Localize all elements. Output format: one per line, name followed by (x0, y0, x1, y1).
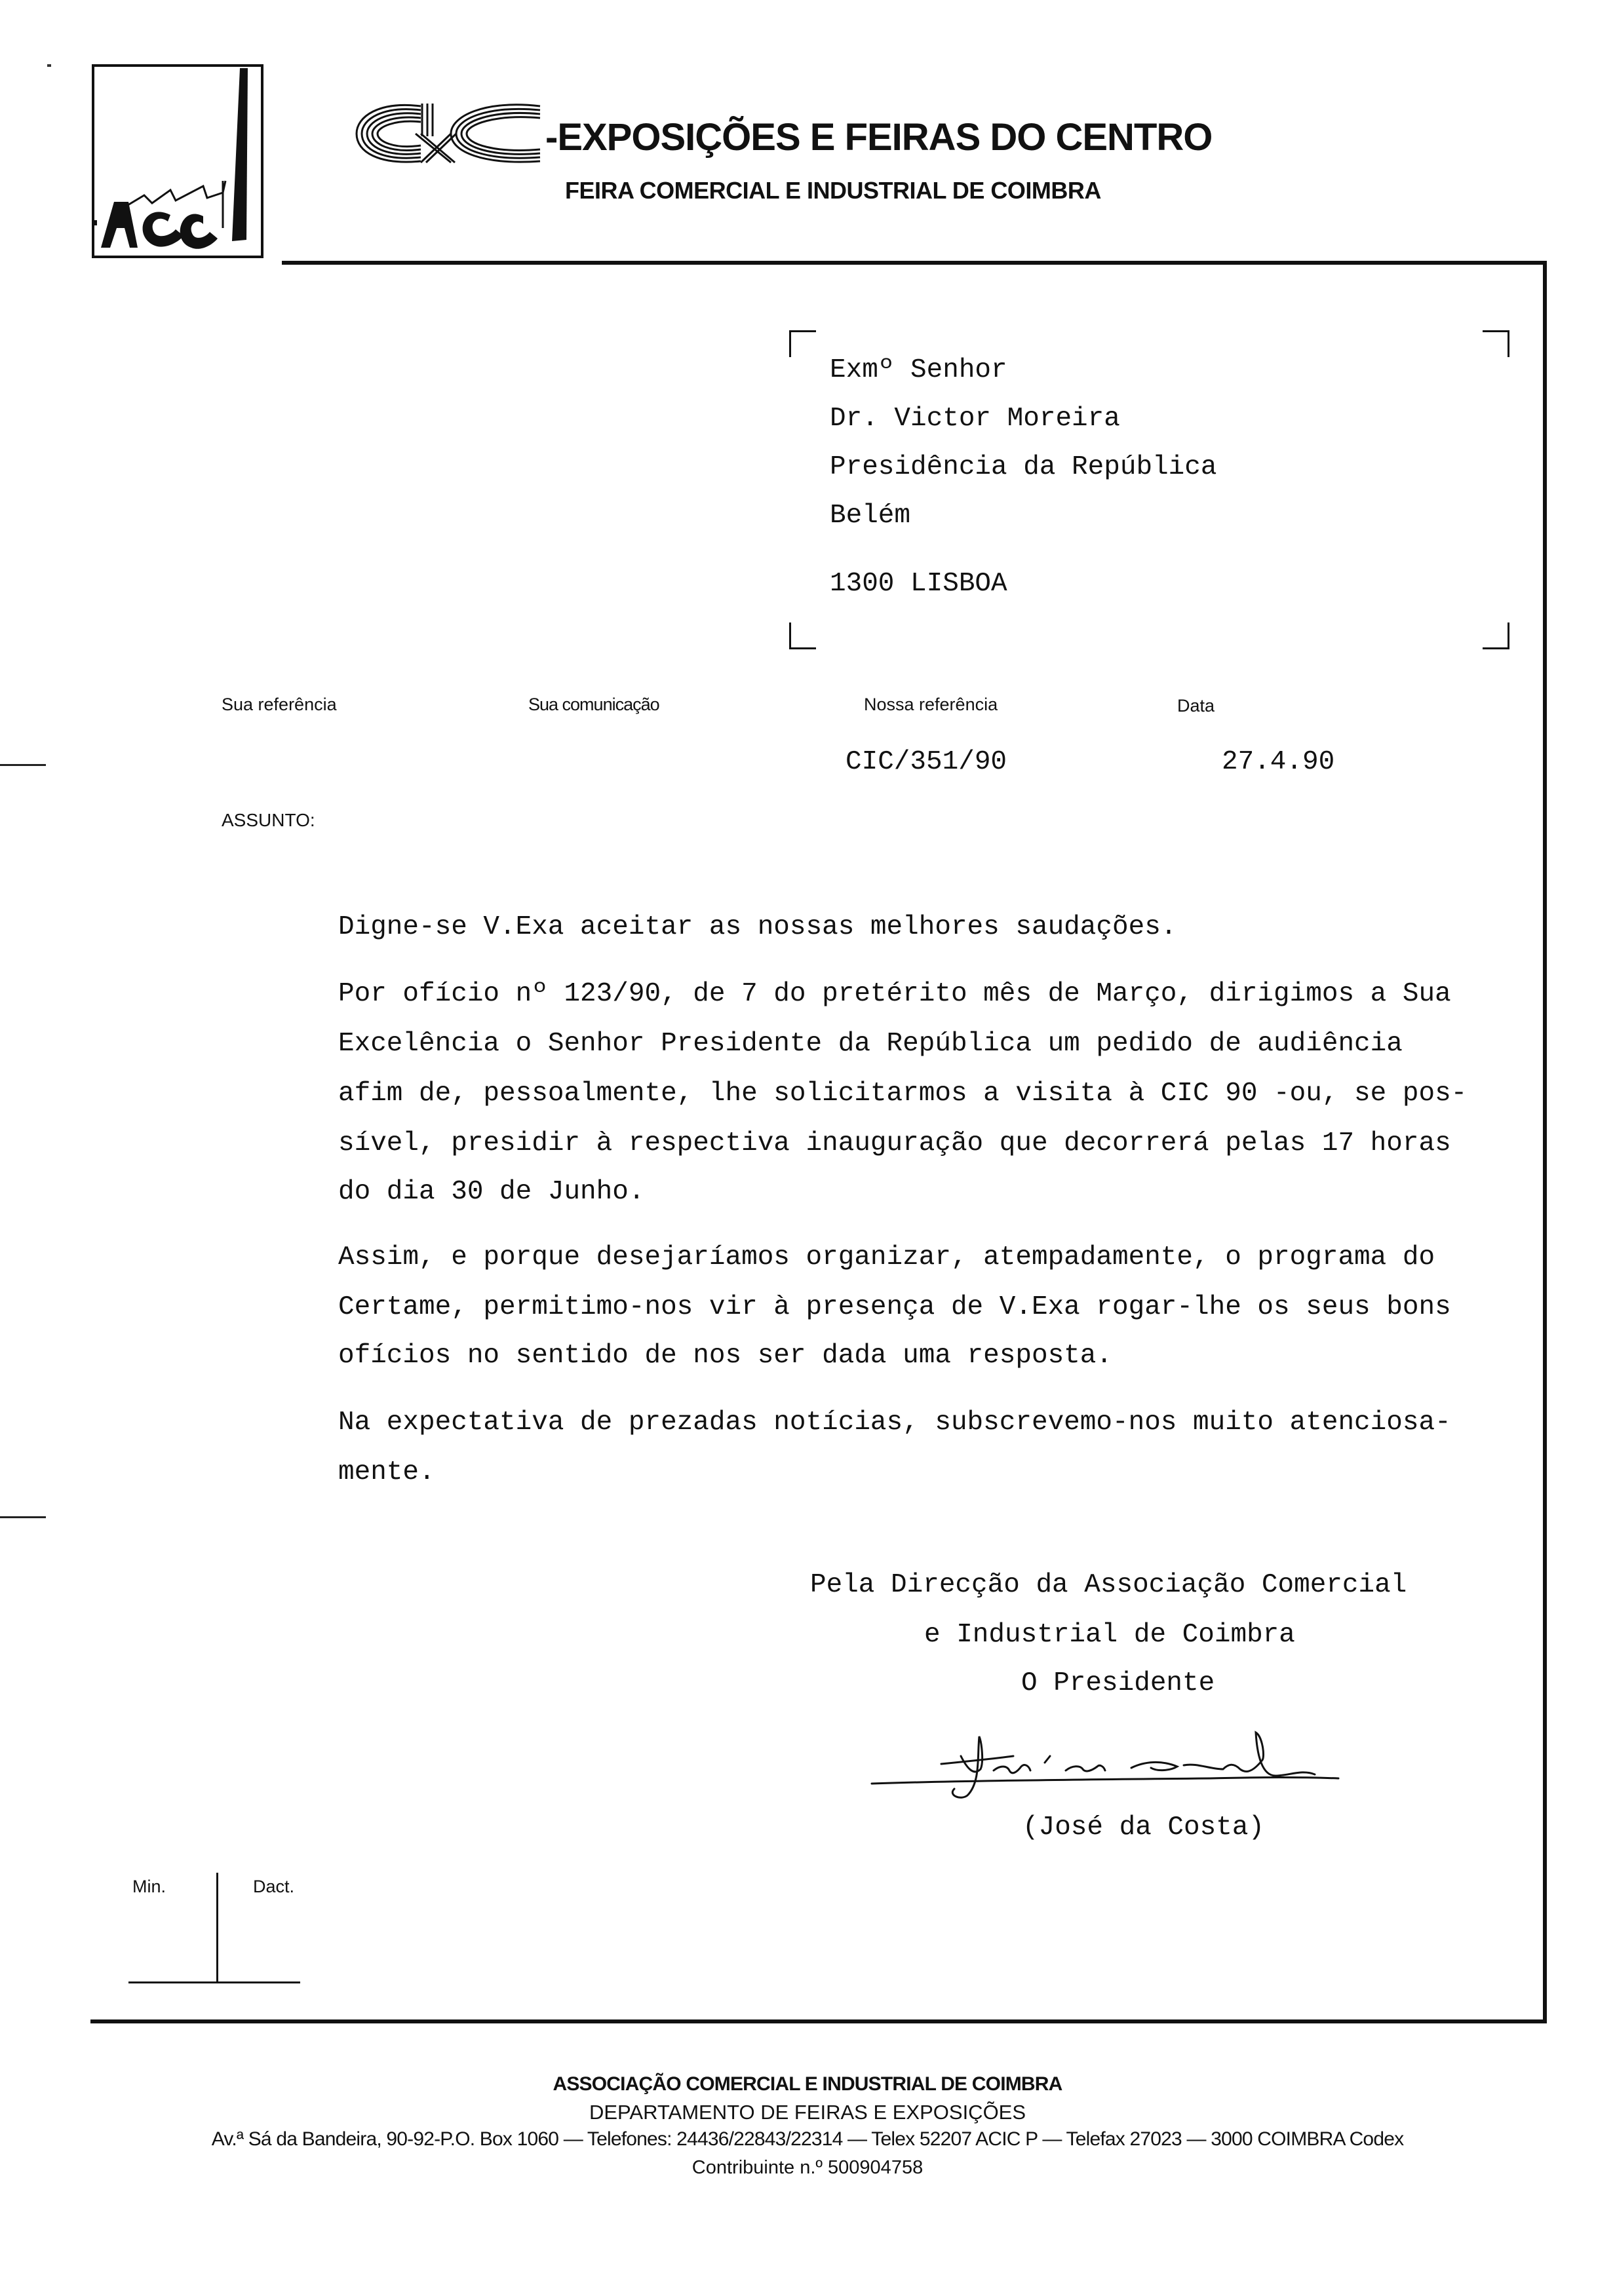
nossa-referencia-value: CIC/351/90 (846, 747, 1007, 777)
sua-comunicacao-label: Sua comunicação (528, 695, 659, 714)
signatory-name: (José da Costa) (1022, 1812, 1265, 1843)
filing-underline (128, 1981, 300, 1983)
data-label: Data (1177, 696, 1215, 716)
dact-label: Dact. (253, 1877, 295, 1896)
closing-line-1: Pela Direcção da Associação Comercial (810, 1570, 1407, 1600)
body-line: mente. (338, 1457, 435, 1487)
closing-line-3: O Presidente (1021, 1668, 1215, 1698)
cic-logo (353, 97, 543, 169)
body-line: do dia 30 de Junho. (338, 1177, 645, 1207)
min-label: Min. (132, 1877, 166, 1896)
address-corner-br (1483, 622, 1509, 649)
association-emblem (92, 64, 263, 258)
body-line: Certame, permitimo-nos vir à presença de V.Exa rogar-lhe os seus bons (338, 1292, 1451, 1322)
footer-taxpayer-number: Contribuinte n.º 500904758 (691, 2157, 924, 2178)
body-line: Na expectativa de prezadas notícias, subscrevemo-nos muito atenciosa- (338, 1407, 1451, 1438)
org-subtitle: FEIRA COMERCIAL E INDUSTRIAL DE COIMBRA (565, 177, 1101, 204)
filing-divider (216, 1873, 218, 1983)
recipient-line: 1300 LISBOA (830, 569, 1007, 599)
body-line: sível, presidir à respectiva inauguração que decorrerá pelas 17 horas (338, 1128, 1451, 1158)
frame-right-line (1543, 261, 1547, 2023)
address-corner-tr (1483, 330, 1509, 357)
body-line: Digne-se V.Exa aceitar as nossas melhores saudações. (338, 912, 1177, 942)
left-edge-mark-top (0, 764, 46, 766)
sua-referencia-label: Sua referência (222, 695, 337, 714)
recipient-line: Exmº Senhor (830, 355, 1007, 385)
frame-top-line (282, 261, 1547, 265)
speck (47, 64, 51, 67)
address-corner-tl (789, 330, 816, 357)
footer-department: DEPARTAMENTO DE FEIRAS E EXPOSIÇÕES (589, 2101, 1026, 2124)
org-title: -EXPOSIÇÕES E FEIRAS DO CENTRO (545, 116, 1213, 159)
data-value: 27.4.90 (1222, 747, 1335, 777)
closing-line-2: e Industrial de Coimbra (924, 1620, 1295, 1650)
nossa-referencia-label: Nossa referência (864, 695, 998, 714)
body-line: ofícios no sentido de nos ser dada uma resposta. (338, 1341, 1112, 1371)
recipient-line: Dr. Victor Moreira (830, 404, 1120, 434)
body-line: Assim, e porque desejaríamos organizar, atempadamente, o programa do (338, 1242, 1435, 1272)
assunto-label: ASSUNTO: (222, 810, 315, 830)
address-corner-bl (789, 622, 816, 649)
body-line: Por ofício nº 123/90, de 7 do pretérito mês de Março, dirigimos a Sua (338, 979, 1451, 1009)
frame-bottom-line (90, 2019, 1547, 2023)
left-edge-mark-bottom (0, 1516, 46, 1518)
footer-address: Av.ª Sá da Bandeira, 90-92-P.O. Box 1060 — Telefones: 24436/22843/22314 — Telex 52207 ACIC P — Telefax 27023 — 3000 COIMBRA Codex (211, 2128, 1404, 2150)
body-line: Excelência o Senhor Presidente da República um pedido de audiência (338, 1029, 1403, 1059)
body-line: afim de, pessoalmente, lhe solicitarmos a visita à CIC 90 -ou, se pos- (338, 1079, 1468, 1109)
recipient-line: Presidência da República (830, 452, 1217, 482)
handwritten-signature (869, 1730, 1341, 1802)
footer-association-name: ASSOCIAÇÃO COMERCIAL E INDUSTRIAL DE COIMBRA (553, 2073, 1062, 2095)
recipient-line: Belém (830, 501, 911, 531)
